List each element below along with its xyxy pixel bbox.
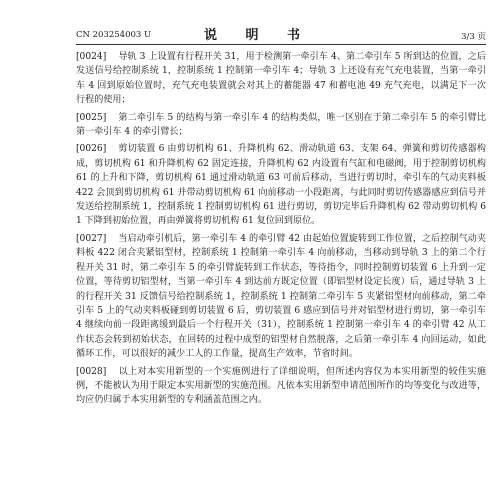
paragraph-text: 剪切装置 6 由剪切机构 61、升降机构 62、滑动轨道 63、支架 64、弹簧和剪切传感器构成，剪切机构 61 和升降机构 62 固定连接，升降机构 62 内设置有气缸和电磁阀，用于控制剪切机构 61 的上升和下降，剪切机构 61 通过滑动轨道 63 可前后移动，当进行剪切时，牵引车的气动夹料板 422 会顶到剪切机构 61 并带动剪切机构 61 向前移动一小段距离，与此同时剪切传感器感应到信号并发送给控制系统 1，控制系统 1 控制剪切机构 61 进行剪切，剪切完毕后升降机构 62 带动剪切机构 61 下降到初始位置，再由弹簧将剪切机构 61 复位回到原位。 bbox=[76, 144, 486, 227]
paragraph-number: [0025] bbox=[76, 112, 107, 123]
document-body bbox=[76, 50, 486, 411]
header-divider bbox=[76, 44, 486, 45]
patent-number: CN 203254003 U bbox=[76, 30, 152, 40]
paragraph-text: 导轨 3 上设置有行程开关 31，用于检测第一牵引车 4、第二牵引车 5 所到达的位置，之后发送信号给控制系统 1，控制系统 1 控制第一牵引车 4；导轨 3 上还设有充气充电装置，当第一牵引车 4 回到原始位置时，充气充电装置就会对其上的蓄能器 47 和蓄电池 49 充气充电，以满足下一次行程的使用； bbox=[76, 52, 486, 106]
paragraph-number: [0026] bbox=[76, 144, 107, 155]
paragraph-number: [0027] bbox=[76, 233, 107, 244]
document-title: 说 明 书 bbox=[203, 28, 313, 43]
paragraph-number: [0028] bbox=[76, 366, 107, 377]
paragraph-text: 当启动牵引机后，第一牵引车 4 的牵引臂 42 由起始位置旋转到工作位置，之后控制气动夹料板 422 闭合夹紧铝型材，控制系统 1 控制第一牵引车 4 向前移动，当移动到导轨 3 上的第二个行程开关 31 时，第二牵引车 5 的牵引臂旋转到工作状态，等待指令，同时控制剪切装置 6 上升到一定位置，等待剪切铝型材，当第一牵引车 4 到达前方既定位置（即铝型材设定长度）后，通过导轨 3 上的行程开关 31 反馈信号给控制系统 1，控制系统 1 控制第二牵引车 5 夹紧铝型材向前移动，第二牵引车 5 上的气动夹料板碰到剪切装置 6 后，剪切装置 6 感应到信号并对铝型材进行剪切，第一牵引车 4 继续向前一段距离缓到最后一个行程开关（31），控制系统 1 控制第一牵引车 4 的牵引臂 42 从工作状态会转到初始状态，在回转的过程中成型的铝型材自然脱落，之后第一牵引车 4 向回运动，如此循环工作，可以很好的减少工人的工作量，提高生产效率，节省时间。 bbox=[76, 233, 486, 360]
paragraph-text: 以上对本实用新型的一个实施例进行了详细说明，但所述内容仅为本实用新型的较佳实施例，不能被认为用于限定本实用新型的实施范围。凡依本实用新型申请范围所作的均等变化与改进等，均应仍归属于本实用新型的专利涵盖范围之内。 bbox=[76, 366, 486, 406]
paragraph-number: [0024] bbox=[76, 52, 107, 62]
page-number: 3/3 页 bbox=[461, 32, 486, 42]
paragraph-0027 bbox=[76, 232, 486, 362]
page-header bbox=[0, 0, 504, 44]
paragraph-0028 bbox=[76, 365, 486, 408]
paragraph-0026 bbox=[76, 142, 486, 228]
paragraph-text: 第二牵引车 5 的结构与第一牵引车 4 的结构类似，唯一区别在于第二牵引车 5 的牵引臂比第一牵引车 4 的牵引臂长； bbox=[76, 112, 486, 138]
paragraph-0024 bbox=[76, 50, 486, 108]
paragraph-0025 bbox=[76, 111, 486, 140]
